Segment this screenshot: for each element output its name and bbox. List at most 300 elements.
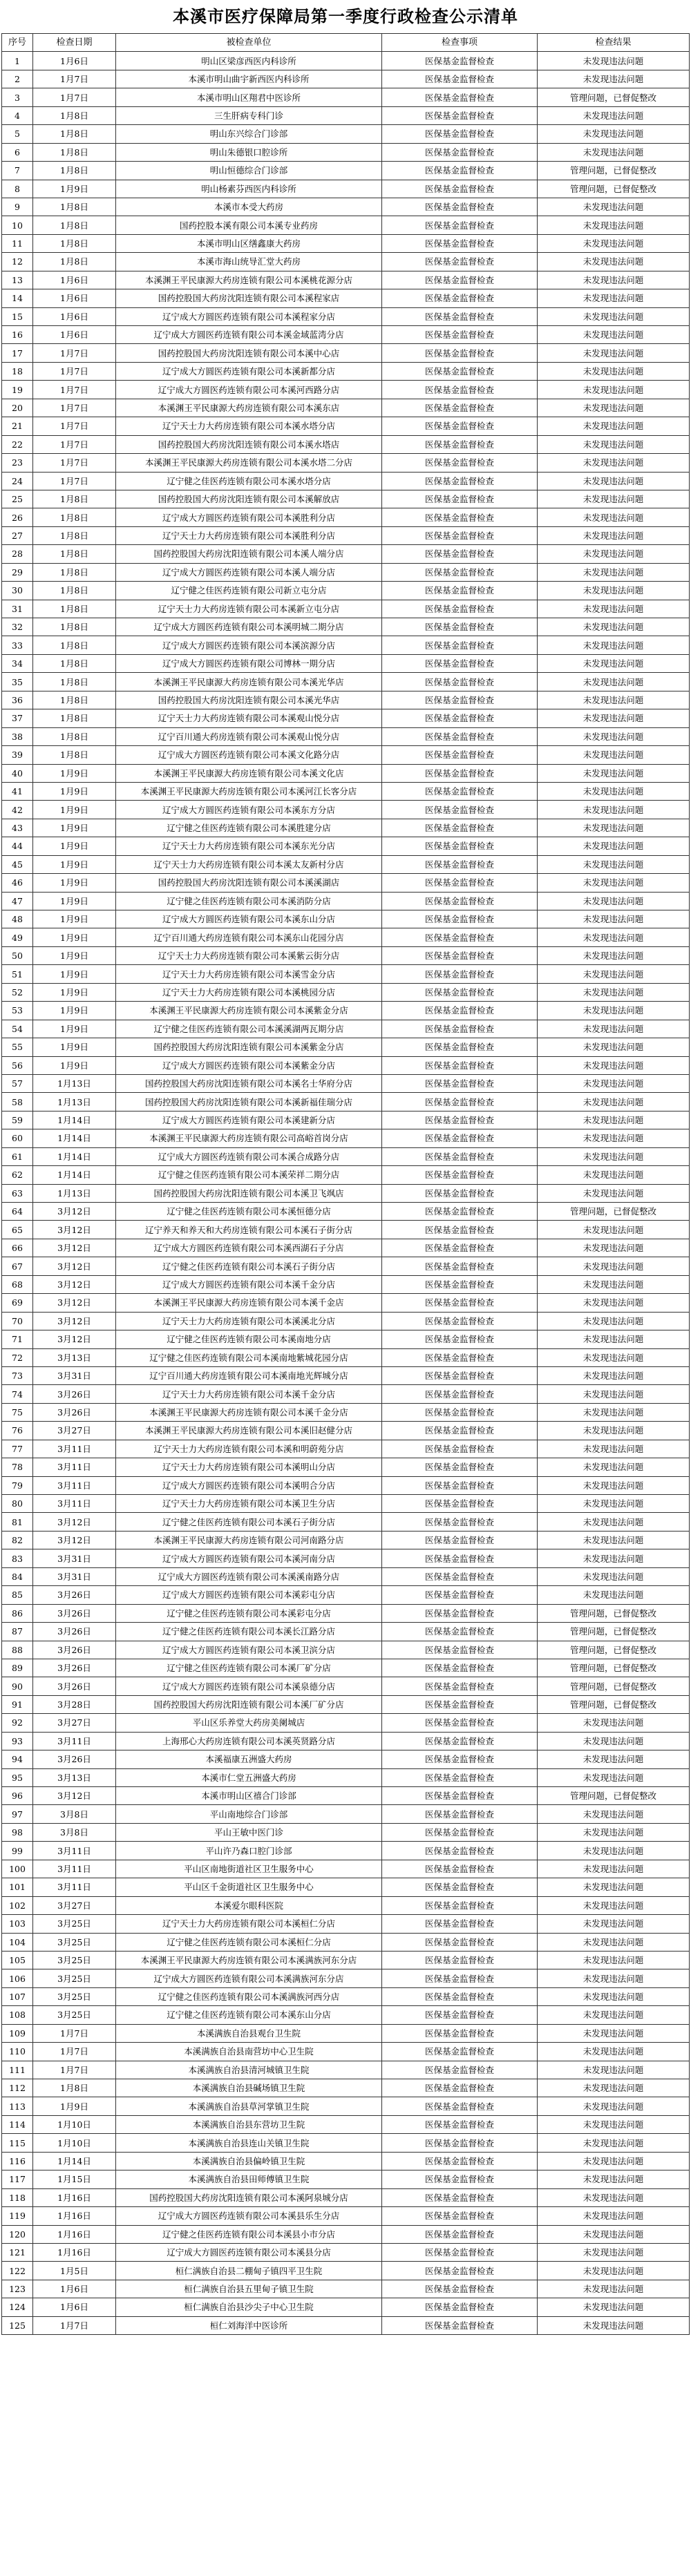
- cell-date: 1月14日: [33, 1129, 116, 1147]
- cell-unit: 本溪渊王平民康源大药房连锁有限公司本溪千金店: [116, 1294, 382, 1312]
- cell-date: 3月12日: [33, 1257, 116, 1275]
- cell-result: 未发现违法问题: [538, 2006, 690, 2024]
- cell-item: 医保基金监督检查: [382, 2280, 538, 2298]
- table-row: [2, 837, 690, 855]
- cell-result: 未发现违法问题: [538, 636, 690, 654]
- cell-no: 85: [2, 1586, 33, 1604]
- cell-date: 3月26日: [33, 1604, 116, 1622]
- table-row: [2, 2262, 690, 2280]
- cell-item: 医保基金监督检查: [382, 1184, 538, 1202]
- cell-date: 1月8日: [33, 162, 116, 180]
- cell-item: 医保基金监督检查: [382, 1111, 538, 1129]
- cell-item: 医保基金监督检查: [382, 362, 538, 380]
- cell-date: 3月26日: [33, 1659, 116, 1677]
- cell-date: 3月25日: [33, 2006, 116, 2024]
- table-row: [2, 654, 690, 672]
- cell-result: 未发现违法问题: [538, 143, 690, 161]
- cell-date: 1月8日: [33, 654, 116, 672]
- cell-date: 1月9日: [33, 782, 116, 800]
- cell-item: 医保基金监督检查: [382, 691, 538, 709]
- cell-result: 未发现违法问题: [538, 1933, 690, 1951]
- cell-date: 1月7日: [33, 362, 116, 380]
- cell-item: 医保基金监督检查: [382, 417, 538, 435]
- cell-item: 医保基金监督检查: [382, 965, 538, 983]
- cell-no: 123: [2, 2280, 33, 2298]
- cell-date: 1月6日: [33, 271, 116, 289]
- table-row: [2, 1951, 690, 1969]
- cell-item: 医保基金监督检查: [382, 1513, 538, 1531]
- cell-no: 65: [2, 1221, 33, 1239]
- cell-item: 医保基金监督检查: [382, 1805, 538, 1823]
- cell-unit: 辽宁成大方圆医药连锁有限公司本溪满族河东分店: [116, 1969, 382, 1987]
- table-row: [2, 1366, 690, 1384]
- cell-date: 1月8日: [33, 490, 116, 508]
- cell-date: 1月8日: [33, 125, 116, 143]
- cell-unit: 明山恒德综合门诊部: [116, 162, 382, 180]
- cell-unit: 国药控股国大药房沈阳连锁有限公司本溪新福佳瑞分店: [116, 1093, 382, 1111]
- cell-item: 医保基金监督检查: [382, 582, 538, 600]
- cell-result: 未发现违法问题: [538, 1531, 690, 1549]
- cell-no: 91: [2, 1695, 33, 1713]
- cell-item: 医保基金监督检查: [382, 654, 538, 672]
- cell-unit: 上海邢心大药房连锁有限公司本溪英贤路分店: [116, 1732, 382, 1750]
- table-row: [2, 691, 690, 709]
- cell-result: 未发现违法问题: [538, 106, 690, 124]
- table-row: [2, 2207, 690, 2225]
- cell-item: 医保基金监督检查: [382, 253, 538, 271]
- cell-no: 88: [2, 1641, 33, 1659]
- cell-date: 1月9日: [33, 837, 116, 855]
- cell-date: 1月6日: [33, 307, 116, 325]
- cell-item: 医保基金监督检查: [382, 1659, 538, 1677]
- table-row: [2, 1513, 690, 1531]
- cell-result: 未发现违法问题: [538, 727, 690, 745]
- cell-item: 医保基金监督检查: [382, 1366, 538, 1384]
- cell-no: 103: [2, 1915, 33, 1933]
- cell-item: 医保基金监督检查: [382, 600, 538, 618]
- cell-date: 3月11日: [33, 1860, 116, 1878]
- cell-unit: 本溪市明山区禧合门诊部: [116, 1787, 382, 1805]
- table-row: [2, 1860, 690, 1878]
- cell-unit: 本溪爱尔眼科医院: [116, 1896, 382, 1914]
- cell-no: 54: [2, 1020, 33, 1038]
- table-row: [2, 1969, 690, 1987]
- cell-item: 医保基金监督检查: [382, 1203, 538, 1221]
- cell-result: 未发现违法问题: [538, 1038, 690, 1056]
- table-row: [2, 1714, 690, 1732]
- cell-item: 医保基金监督检查: [382, 1275, 538, 1293]
- cell-result: 未发现违法问题: [538, 1403, 690, 1421]
- cell-result: 未发现违法问题: [538, 1878, 690, 1896]
- cell-date: 3月12日: [33, 1787, 116, 1805]
- cell-unit: 辽宁天士力大药房连锁有限公司本溪太友新村分店: [116, 855, 382, 873]
- cell-item: 医保基金监督检查: [382, 837, 538, 855]
- cell-unit: 辽宁养天和养天和大药房连锁有限公司本溪石子街分店: [116, 1221, 382, 1239]
- cell-unit: 本溪满族自治县偏岭镇卫生院: [116, 2152, 382, 2170]
- table-row: [2, 1768, 690, 1786]
- cell-date: 1月9日: [33, 874, 116, 892]
- cell-no: 96: [2, 1787, 33, 1805]
- cell-date: 1月9日: [33, 1038, 116, 1056]
- cell-no: 1: [2, 52, 33, 70]
- cell-result: 未发现违法问题: [538, 216, 690, 234]
- table-row: [2, 326, 690, 344]
- cell-unit: 辽宁天士力大药房连锁有限公司本溪溪北分店: [116, 1312, 382, 1330]
- cell-no: 104: [2, 1933, 33, 1951]
- cell-result: 未发现违法问题: [538, 307, 690, 325]
- table-row: [2, 1458, 690, 1476]
- cell-result: 未发现违法问题: [538, 1422, 690, 1440]
- cell-unit: 本溪市仁堂五洲盛大药房: [116, 1768, 382, 1786]
- table-row: [2, 965, 690, 983]
- cell-item: 医保基金监督检查: [382, 764, 538, 782]
- cell-no: 37: [2, 709, 33, 727]
- cell-date: 3月25日: [33, 1915, 116, 1933]
- cell-unit: 国药控股本溪有限公司本溪专业药房: [116, 216, 382, 234]
- cell-no: 45: [2, 855, 33, 873]
- cell-date: 1月8日: [33, 545, 116, 563]
- cell-unit: 辽宁健之佳医药连锁有限公司本溪满族河西分店: [116, 1987, 382, 2005]
- cell-result: 未发现违法问题: [538, 1495, 690, 1513]
- cell-no: 16: [2, 326, 33, 344]
- cell-item: 医保基金监督检查: [382, 1458, 538, 1476]
- table-row: [2, 1312, 690, 1330]
- cell-no: 68: [2, 1275, 33, 1293]
- cell-item: 医保基金监督检查: [382, 216, 538, 234]
- cell-date: 1月6日: [33, 289, 116, 307]
- table-row: [2, 2061, 690, 2079]
- cell-date: 1月7日: [33, 2043, 116, 2061]
- cell-no: 13: [2, 271, 33, 289]
- cell-result: 未发现违法问题: [538, 1312, 690, 1330]
- cell-item: 医保基金监督检查: [382, 1221, 538, 1239]
- table-row: [2, 2152, 690, 2170]
- cell-no: 79: [2, 1476, 33, 1494]
- cell-item: 医保基金监督检查: [382, 2043, 538, 2061]
- cell-no: 9: [2, 198, 33, 216]
- cell-unit: 辽宁成大方圆医药连锁有限公司博林一期分店: [116, 654, 382, 672]
- table-body: [2, 52, 690, 2335]
- cell-result: 未发现违法问题: [538, 764, 690, 782]
- cell-date: 3月11日: [33, 1495, 116, 1513]
- cell-no: 3: [2, 88, 33, 106]
- cell-date: 1月8日: [33, 582, 116, 600]
- cell-result: 未发现违法问题: [538, 125, 690, 143]
- cell-no: 41: [2, 782, 33, 800]
- table-row: [2, 180, 690, 198]
- cell-no: 18: [2, 362, 33, 380]
- cell-no: 86: [2, 1604, 33, 1622]
- cell-result: 未发现违法问题: [538, 253, 690, 271]
- table-row: [2, 1002, 690, 1020]
- cell-result: 未发现违法问题: [538, 1020, 690, 1038]
- cell-no: 94: [2, 1750, 33, 1768]
- table-row: [2, 2134, 690, 2152]
- cell-unit: 本溪满族自治县连山关镇卫生院: [116, 2134, 382, 2152]
- cell-unit: 辽宁成大方圆医药连锁有限公司本溪新都分店: [116, 362, 382, 380]
- cell-unit: 本溪渊王平民康源大药房连锁有限公司本溪桃花源分店: [116, 271, 382, 289]
- table-row: [2, 1203, 690, 1221]
- cell-no: 121: [2, 2243, 33, 2261]
- cell-date: 1月9日: [33, 180, 116, 198]
- cell-unit: 平山区千金街道社区卫生服务中心: [116, 1878, 382, 1896]
- cell-result: 未发现违法问题: [538, 618, 690, 636]
- header-no: 序号: [2, 34, 33, 52]
- cell-date: 1月9日: [33, 892, 116, 910]
- cell-date: 1月7日: [33, 2316, 116, 2334]
- cell-item: 医保基金监督检查: [382, 1330, 538, 1348]
- cell-unit: 本溪满族自治县观台卫生院: [116, 2024, 382, 2042]
- cell-result: 未发现违法问题: [538, 1330, 690, 1348]
- table-row: [2, 143, 690, 161]
- cell-item: 医保基金监督检查: [382, 2243, 538, 2261]
- cell-unit: 辽宁百川通大药房连锁有限公司本溪东山花园分店: [116, 928, 382, 946]
- cell-result: 未发现违法问题: [538, 563, 690, 581]
- cell-result: 未发现违法问题: [538, 2134, 690, 2152]
- cell-date: 3月11日: [33, 1732, 116, 1750]
- cell-date: 1月9日: [33, 1056, 116, 1074]
- cell-result: 管理问题，已督促整改: [538, 1677, 690, 1695]
- cell-no: 62: [2, 1166, 33, 1184]
- cell-unit: 辽宁健之佳医药连锁有限公司本溪石子街分店: [116, 1513, 382, 1531]
- cell-unit: 平山南地综合门诊部: [116, 1805, 382, 1823]
- cell-result: 未发现违法问题: [538, 1166, 690, 1184]
- table-row: [2, 1549, 690, 1567]
- cell-date: 3月11日: [33, 1440, 116, 1458]
- cell-no: 43: [2, 819, 33, 837]
- cell-item: 医保基金监督检查: [382, 125, 538, 143]
- table-row: [2, 1056, 690, 1074]
- cell-result: 未发现违法问题: [538, 746, 690, 764]
- cell-date: 1月8日: [33, 143, 116, 161]
- table-row: [2, 636, 690, 654]
- cell-unit: 辽宁健之佳医药连锁有限公司本溪桓仁分店: [116, 1933, 382, 1951]
- cell-no: 55: [2, 1038, 33, 1056]
- cell-item: 医保基金监督检查: [382, 1787, 538, 1805]
- cell-no: 111: [2, 2061, 33, 2079]
- table-row: [2, 1531, 690, 1549]
- cell-no: 109: [2, 2024, 33, 2042]
- table-row: [2, 1440, 690, 1458]
- cell-no: 122: [2, 2262, 33, 2280]
- cell-item: 医保基金监督检查: [382, 234, 538, 252]
- cell-item: 医保基金监督检查: [382, 2152, 538, 2170]
- cell-result: 未发现违法问题: [538, 1586, 690, 1604]
- table-row: [2, 70, 690, 88]
- cell-item: 医保基金监督检查: [382, 2006, 538, 2024]
- cell-date: 1月7日: [33, 417, 116, 435]
- cell-unit: 辽宁健之佳医药连锁有限公司本溪消防分店: [116, 892, 382, 910]
- table-row: [2, 307, 690, 325]
- cell-no: 63: [2, 1184, 33, 1202]
- cell-item: 医保基金监督检查: [382, 673, 538, 691]
- cell-no: 116: [2, 2152, 33, 2170]
- cell-no: 108: [2, 2006, 33, 2024]
- table-row: [2, 1221, 690, 1239]
- cell-unit: 辽宁成大方圆医药连锁有限公司本溪东山分店: [116, 910, 382, 928]
- table-row: [2, 2024, 690, 2042]
- cell-date: 1月7日: [33, 88, 116, 106]
- cell-unit: 辽宁健之佳医药连锁有限公司本溪县小市分店: [116, 2225, 382, 2243]
- cell-no: 90: [2, 1677, 33, 1695]
- cell-date: 1月10日: [33, 2115, 116, 2133]
- cell-result: 未发现违法问题: [538, 1896, 690, 1914]
- cell-result: 管理问题，已督促整改: [538, 162, 690, 180]
- cell-result: 未发现违法问题: [538, 472, 690, 490]
- cell-result: 未发现违法问题: [538, 855, 690, 873]
- cell-no: 78: [2, 1458, 33, 1476]
- cell-unit: 辽宁健之佳医药连锁有限公司本溪东山分店: [116, 2006, 382, 2024]
- cell-unit: 辽宁健之佳医药连锁有限公司本溪石子街分店: [116, 1257, 382, 1275]
- cell-date: 1月9日: [33, 1002, 116, 1020]
- cell-item: 医保基金监督检查: [382, 1020, 538, 1038]
- cell-no: 7: [2, 162, 33, 180]
- table-row: [2, 344, 690, 362]
- table-row: [2, 1915, 690, 1933]
- cell-item: 医保基金监督检查: [382, 1677, 538, 1695]
- cell-item: 医保基金监督检查: [382, 1129, 538, 1147]
- cell-result: 管理问题，已督促整改: [538, 1641, 690, 1659]
- cell-unit: 辽宁天士力大药房连锁有限公司本溪观山悦分店: [116, 709, 382, 727]
- cell-no: 115: [2, 2134, 33, 2152]
- cell-result: 管理问题，已督促整改: [538, 1695, 690, 1713]
- cell-no: 28: [2, 545, 33, 563]
- cell-unit: 本溪福康五洲盛大药房: [116, 1750, 382, 1768]
- cell-result: 未发现违法问题: [538, 1093, 690, 1111]
- cell-unit: 辽宁健之佳医药连锁有限公司本溪胜建分店: [116, 819, 382, 837]
- cell-result: 管理问题，已督促整改: [538, 1604, 690, 1622]
- cell-unit: 明山杨素芬西医内科诊所: [116, 180, 382, 198]
- cell-no: 92: [2, 1714, 33, 1732]
- cell-no: 64: [2, 1203, 33, 1221]
- cell-result: 未发现违法问题: [538, 928, 690, 946]
- cell-unit: 明山朱德银口腔诊所: [116, 143, 382, 161]
- cell-result: 未发现违法问题: [538, 1915, 690, 1933]
- cell-no: 70: [2, 1312, 33, 1330]
- cell-result: 未发现违法问题: [538, 892, 690, 910]
- cell-item: 医保基金监督检查: [382, 1878, 538, 1896]
- cell-unit: 辽宁天士力大药房连锁有限公司本溪和明蔚苑分店: [116, 1440, 382, 1458]
- cell-result: 未发现违法问题: [538, 1750, 690, 1768]
- cell-item: 医保基金监督检查: [382, 2262, 538, 2280]
- cell-result: 未发现违法问题: [538, 965, 690, 983]
- cell-item: 医保基金监督检查: [382, 1038, 538, 1056]
- cell-date: 3月13日: [33, 1768, 116, 1786]
- cell-date: 3月12日: [33, 1221, 116, 1239]
- inspection-table: [1, 33, 690, 2335]
- cell-result: 未发现违法问题: [538, 582, 690, 600]
- cell-unit: 桓仁满族自治县沙尖子中心卫生院: [116, 2298, 382, 2316]
- table-row: [2, 454, 690, 472]
- cell-date: 3月26日: [33, 1403, 116, 1421]
- cell-no: 101: [2, 1878, 33, 1896]
- cell-result: 未发现违法问题: [538, 709, 690, 727]
- cell-date: 1月9日: [33, 855, 116, 873]
- cell-item: 医保基金监督检查: [382, 727, 538, 745]
- cell-item: 医保基金监督检查: [382, 180, 538, 198]
- table-row: [2, 1038, 690, 1056]
- cell-date: 1月9日: [33, 946, 116, 964]
- cell-item: 医保基金监督检查: [382, 307, 538, 325]
- cell-date: 3月26日: [33, 1385, 116, 1403]
- cell-unit: 辽宁健之佳医药连锁有限公司本溪溪湖两瓦期分店: [116, 1020, 382, 1038]
- cell-unit: 本溪渊王平民康源大药房连锁有限公司本溪满族河东分店: [116, 1951, 382, 1969]
- table-row: [2, 1677, 690, 1695]
- cell-result: 未发现违法问题: [538, 2152, 690, 2170]
- cell-item: 医保基金监督检查: [382, 2061, 538, 2079]
- cell-result: 管理问题，已督促整改: [538, 1659, 690, 1677]
- table-row: [2, 910, 690, 928]
- cell-no: 11: [2, 234, 33, 252]
- cell-date: 1月8日: [33, 234, 116, 252]
- table-row: [2, 1348, 690, 1366]
- cell-item: 医保基金监督检查: [382, 928, 538, 946]
- cell-date: 3月12日: [33, 1203, 116, 1221]
- cell-date: 1月8日: [33, 508, 116, 526]
- table-row: [2, 600, 690, 618]
- cell-result: 未发现违法问题: [538, 1111, 690, 1129]
- cell-result: 未发现违法问题: [538, 1567, 690, 1585]
- cell-date: 1月7日: [33, 70, 116, 88]
- cell-date: 3月31日: [33, 1549, 116, 1567]
- table-row: [2, 727, 690, 745]
- cell-date: 3月11日: [33, 1458, 116, 1476]
- cell-no: 2: [2, 70, 33, 88]
- table-row: [2, 892, 690, 910]
- cell-result: 未发现违法问题: [538, 801, 690, 819]
- header-item: 检查事项: [382, 34, 538, 52]
- cell-no: 50: [2, 946, 33, 964]
- cell-item: 医保基金监督检查: [382, 563, 538, 581]
- page-title: 本溪市医疗保障局第一季度行政检查公示清单: [173, 6, 518, 26]
- cell-result: 未发现违法问题: [538, 1257, 690, 1275]
- cell-unit: 本溪渊王平民康源大药房连锁有限公司本溪河江长客分店: [116, 782, 382, 800]
- cell-unit: 辽宁成大方圆医药连锁有限公司本溪泉德分店: [116, 1677, 382, 1695]
- cell-no: 32: [2, 618, 33, 636]
- table-row: [2, 746, 690, 764]
- cell-result: 未发现违法问题: [538, 910, 690, 928]
- cell-date: 1月8日: [33, 216, 116, 234]
- table-row: [2, 855, 690, 873]
- cell-date: 1月15日: [33, 2170, 116, 2188]
- cell-date: 1月7日: [33, 399, 116, 417]
- cell-unit: 辽宁成大方圆医药连锁有限公司本溪明城二期分店: [116, 618, 382, 636]
- cell-result: 未发现违法问题: [538, 1385, 690, 1403]
- cell-date: 1月16日: [33, 2225, 116, 2243]
- cell-no: 6: [2, 143, 33, 161]
- table-row: [2, 1257, 690, 1275]
- cell-result: 未发现违法问题: [538, 271, 690, 289]
- cell-unit: 辽宁成大方圆医药连锁有限公司本溪合成路分店: [116, 1147, 382, 1165]
- cell-date: 1月8日: [33, 618, 116, 636]
- cell-no: 51: [2, 965, 33, 983]
- cell-result: 未发现违法问题: [538, 2170, 690, 2188]
- cell-result: 未发现违法问题: [538, 1348, 690, 1366]
- cell-unit: 辽宁成大方圆医药连锁有限公司本溪县分店: [116, 2243, 382, 2261]
- cell-no: 107: [2, 1987, 33, 2005]
- cell-date: 3月31日: [33, 1567, 116, 1585]
- cell-result: 未发现违法问题: [538, 1221, 690, 1239]
- cell-unit: 国药控股国大药房沈阳连锁有限公司本溪厂矿分店: [116, 1695, 382, 1713]
- table-row: [2, 782, 690, 800]
- cell-result: 管理问题，已督促整改: [538, 1203, 690, 1221]
- cell-unit: 辽宁健之佳医药连锁有限公司本溪南地分店: [116, 1330, 382, 1348]
- cell-no: 112: [2, 2079, 33, 2097]
- cell-unit: 本溪满族自治县南营坊中心卫生院: [116, 2043, 382, 2061]
- cell-result: 未发现违法问题: [538, 1002, 690, 1020]
- cell-no: 21: [2, 417, 33, 435]
- table-header-row: [2, 34, 690, 52]
